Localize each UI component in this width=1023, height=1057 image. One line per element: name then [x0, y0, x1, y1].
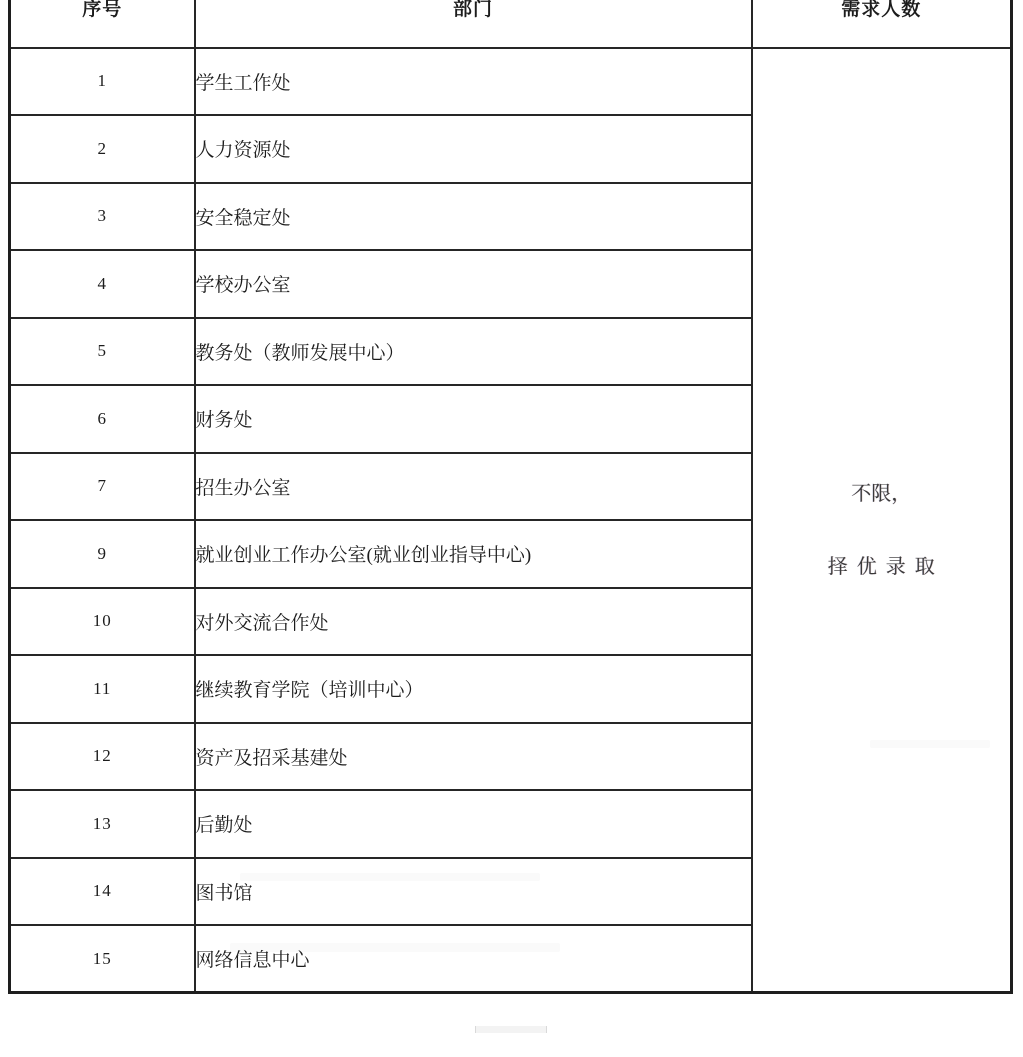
row-number-cell: 2: [10, 115, 195, 183]
department-cell: 学生工作处: [195, 48, 752, 116]
demand-merged-cell: [752, 48, 1012, 993]
department-cell: 教务处（教师发展中心）: [195, 318, 752, 386]
scan-artifact: [475, 1026, 547, 1033]
row-number-cell: 4: [10, 250, 195, 318]
row-number-cell: 11: [10, 655, 195, 723]
header-cell-number: 序号: [10, 0, 195, 48]
row-number-cell: 5: [10, 318, 195, 386]
table-header: [10, 0, 1012, 48]
demand-text-block: [753, 477, 1011, 579]
department-cell: 财务处: [195, 385, 752, 453]
row-number-cell: 7: [10, 453, 195, 521]
department-cell: 人力资源处: [195, 115, 752, 183]
department-cell: 就业创业工作办公室(就业创业指导中心): [195, 520, 752, 588]
department-cell: 图书馆: [195, 858, 752, 926]
table-body: [10, 48, 1012, 993]
department-cell: 继续教育学院（培训中心）: [195, 655, 752, 723]
department-cell: 学校办公室: [195, 250, 752, 318]
table-row: [10, 48, 1012, 116]
department-cell: 后勤处: [195, 790, 752, 858]
row-number-cell: 10: [10, 588, 195, 656]
department-cell: 资产及招采基建处: [195, 723, 752, 791]
department-cell: 网络信息中心: [195, 925, 752, 993]
header-cell-department: 部门: [195, 0, 752, 48]
row-number-cell: 13: [10, 790, 195, 858]
row-number-cell: 9: [10, 520, 195, 588]
demand-line-1: 不限，: [851, 482, 912, 505]
row-number-cell: 3: [10, 183, 195, 251]
row-number-cell: 1: [10, 48, 195, 116]
header-cell-demand: 需求人数: [752, 0, 1012, 48]
row-number-cell: 15: [10, 925, 195, 993]
recruitment-table: [8, 0, 1013, 994]
header-row: [10, 0, 1012, 48]
row-number-cell: 12: [10, 723, 195, 791]
demand-line-2: 择优录取: [827, 555, 944, 578]
row-number-cell: 6: [10, 385, 195, 453]
row-number-cell: 14: [10, 858, 195, 926]
recruitment-table-container: [8, 0, 1013, 994]
department-cell: 对外交流合作处: [195, 588, 752, 656]
department-cell: 招生办公室: [195, 453, 752, 521]
department-cell: 安全稳定处: [195, 183, 752, 251]
